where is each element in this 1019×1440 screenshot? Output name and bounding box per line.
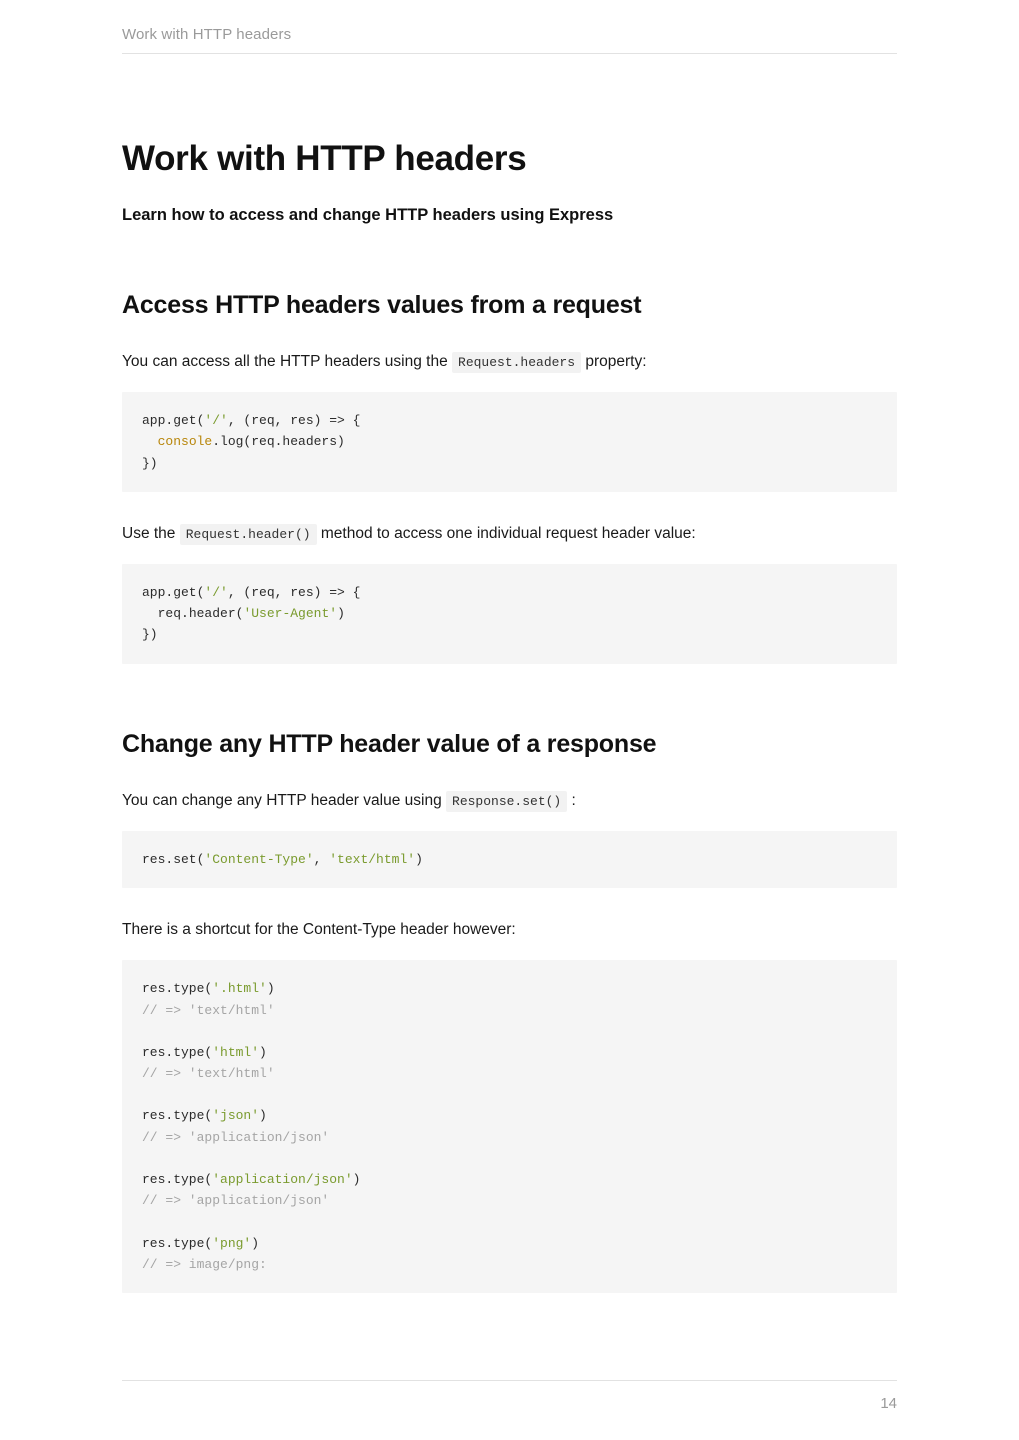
- code-block-res-type: [122, 960, 897, 1293]
- code-token: ): [259, 1044, 267, 1060]
- code-token: ): [415, 851, 423, 867]
- bottom-spacer: [122, 1293, 897, 1365]
- inline-code-response-set: Response.set(): [446, 791, 567, 812]
- inline-code-request-header: Request.header(): [180, 524, 317, 545]
- code-token-comment: // => 'application/json': [142, 1193, 330, 1209]
- paragraph-text-before: You can access all the HTTP headers using the: [122, 353, 448, 370]
- code-token: ): [259, 1108, 267, 1124]
- paragraph-header-method: [122, 522, 897, 545]
- code-token: app.get(: [142, 585, 205, 601]
- code-token: ): [337, 606, 345, 622]
- code-token: .log(req.headers): [212, 434, 345, 450]
- code-token-string: '/': [204, 585, 228, 601]
- code-token: ,: [313, 851, 330, 867]
- code-token: res.type(: [142, 1108, 213, 1124]
- running-header: Work with HTTP headers: [122, 26, 292, 43]
- code-token-function: console: [157, 434, 213, 450]
- code-token-comment: // => image/png:: [142, 1256, 267, 1272]
- code-block-req-header-useragent: [122, 564, 897, 664]
- code-token: ): [251, 1235, 260, 1251]
- code-block-res-set: [122, 831, 897, 888]
- code-token-string: 'json': [212, 1108, 260, 1124]
- code-token-string: 'png': [212, 1235, 252, 1251]
- page-number: 14: [880, 1395, 897, 1412]
- paragraph-text-before: Use the: [122, 524, 176, 542]
- code-token-string: 'User-Agent': [243, 606, 338, 622]
- paragraph-change-intro: [122, 789, 897, 812]
- code-token-string: 'text/html': [329, 851, 416, 867]
- code-token-comment: // => 'application/json': [142, 1129, 330, 1145]
- code-token: ): [266, 981, 275, 997]
- code-token: res.type(: [142, 981, 213, 997]
- code-token: res.type(: [142, 1172, 213, 1187]
- section-heading-access: Access HTTP headers values from a request: [122, 291, 642, 319]
- code-token: app.get(: [142, 413, 205, 429]
- code-token-string: 'Content-Type': [204, 851, 314, 867]
- paragraph-text-after: method to access one individual request header value:: [320, 524, 696, 542]
- document-content: [0, 54, 1019, 1380]
- paragraph-shortcut: There is a shortcut for the Content-Type header however:: [122, 921, 516, 939]
- code-token-string: '.html': [212, 981, 267, 997]
- code-token-string: 'html': [212, 1044, 260, 1060]
- code-token: req.header(: [157, 606, 244, 622]
- code-token: ): [352, 1172, 361, 1187]
- page-title: Work with HTTP headers: [122, 139, 527, 178]
- paragraph-text-after: property:: [585, 353, 647, 370]
- paragraph-text-after: :: [571, 791, 576, 809]
- code-token: , (req, res) => {: [227, 413, 361, 429]
- code-token: }): [142, 627, 158, 643]
- inline-code-request-headers: Request.headers: [452, 352, 581, 373]
- section-heading-change: Change any HTTP header value of a response: [122, 729, 657, 758]
- paragraph-text-before: You can change any HTTP header value using: [122, 791, 442, 809]
- code-token: , (req, res) => {: [227, 585, 361, 601]
- paragraph-access-intro: [122, 350, 897, 373]
- page-subtitle: Learn how to access and change HTTP headers using Express: [122, 206, 614, 224]
- code-token-string: 'application/json': [212, 1172, 353, 1187]
- code-token: }): [142, 455, 158, 471]
- code-token: res.set(: [142, 851, 205, 867]
- code-token: res.type(: [142, 1235, 213, 1251]
- code-token: res.type(: [142, 1044, 213, 1060]
- code-token-string: '/': [204, 413, 228, 429]
- code-token-comment: // => 'text/html': [142, 1002, 275, 1018]
- code-token-comment: // => 'text/html': [142, 1066, 275, 1082]
- code-block-req-headers: [122, 392, 897, 492]
